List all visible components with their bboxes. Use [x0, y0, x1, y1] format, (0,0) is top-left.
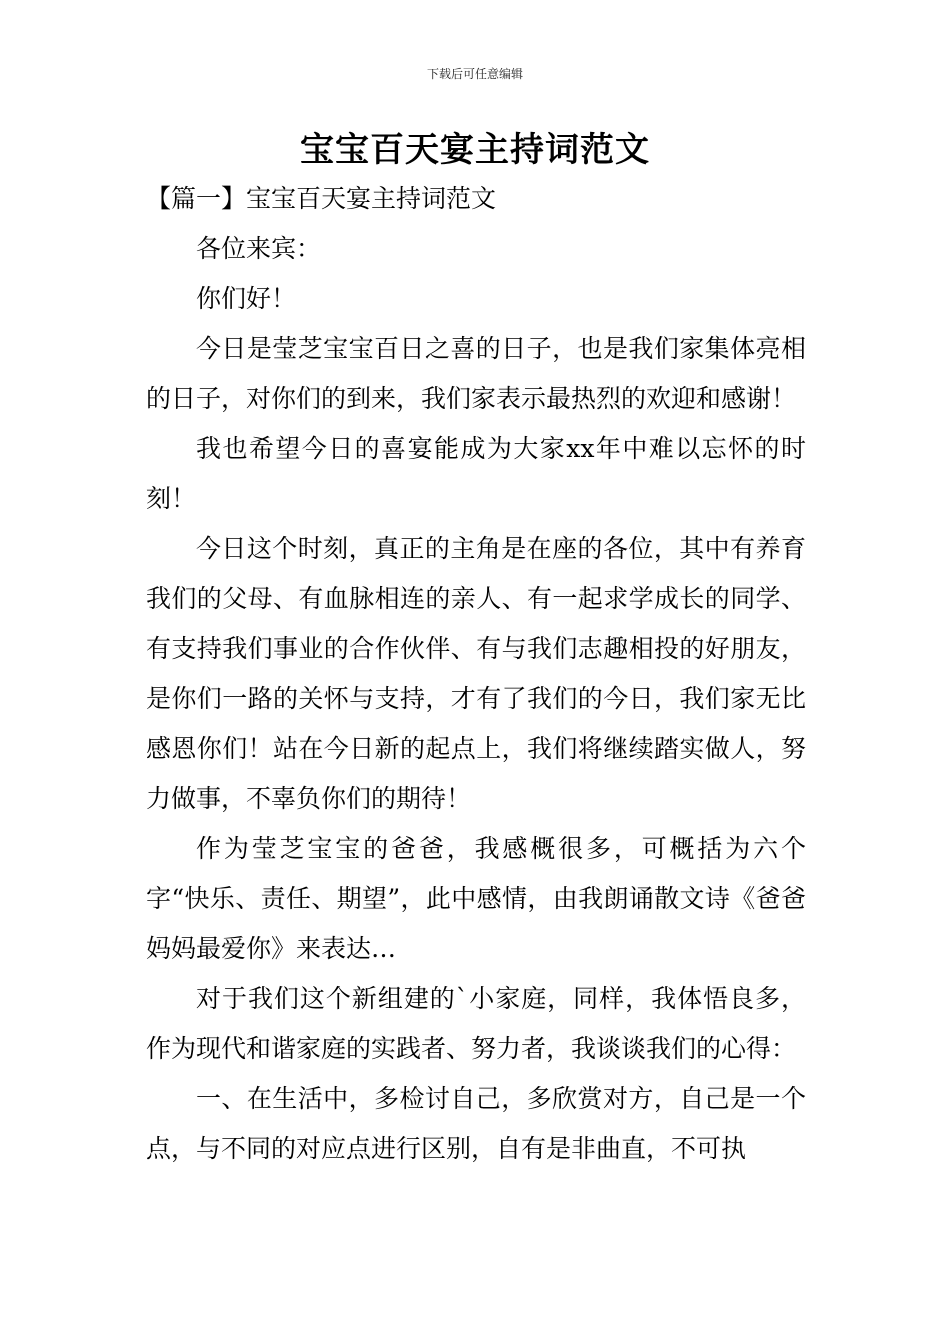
paragraph-father: 作为莹芝宝宝的爸爸，我感概很多，可概括为六个字“快乐、责任、期望”，此中感情，由我朗诵散文诗《爸爸妈妈最爱你》来表达…: [146, 834, 806, 963]
document-title: 宝宝百天宴主持词范文: [300, 130, 650, 170]
paragraph-thanks: 今日这个时刻，真正的主角是在座的各位，其中有养育我们的父母、有血脉相连的亲人、有一起求学成长的同学、有支持我们事业的合作伙伴、有与我们志趣相投的好朋友，是你们一路的关怀与支持，才有了我们的今日，我们家无比感恩你们！站在今日新的起点上，我们将继续踏实做人，努力做事，不辜负你们的期待！: [146, 534, 806, 813]
section-heading: 【篇一】宝宝百天宴主持词范文: [146, 184, 497, 213]
body-text: [146, 224, 806, 1174]
paragraph-wish: 我也希望今日的喜宴能成为大家xx年中难以忘怀的时刻！: [146, 434, 806, 513]
paragraph-point-one: 一、在生活中，多检讨自己，多欣赏对方，自己是一个点，与不同的对应点进行区别，自有是非曲直，不可执: [146, 1084, 806, 1163]
paragraph-greeting: 各位来宾：: [196, 234, 322, 263]
paragraph-hello: 你们好！: [196, 284, 297, 313]
paragraph-family: 对于我们这个新组建的`小家庭，同样，我体悟良多，作为现代和谐家庭的实践者、努力者，我谈谈我们的心得：: [146, 984, 806, 1063]
header-note: 下载后可任意编辑: [426, 67, 523, 81]
paragraph-welcome: 今日是莹芝宝宝百日之喜的日子，也是我们家集体亮相的日子，对你们的到来，我们家表示最热烈的欢迎和感谢！: [146, 334, 806, 413]
